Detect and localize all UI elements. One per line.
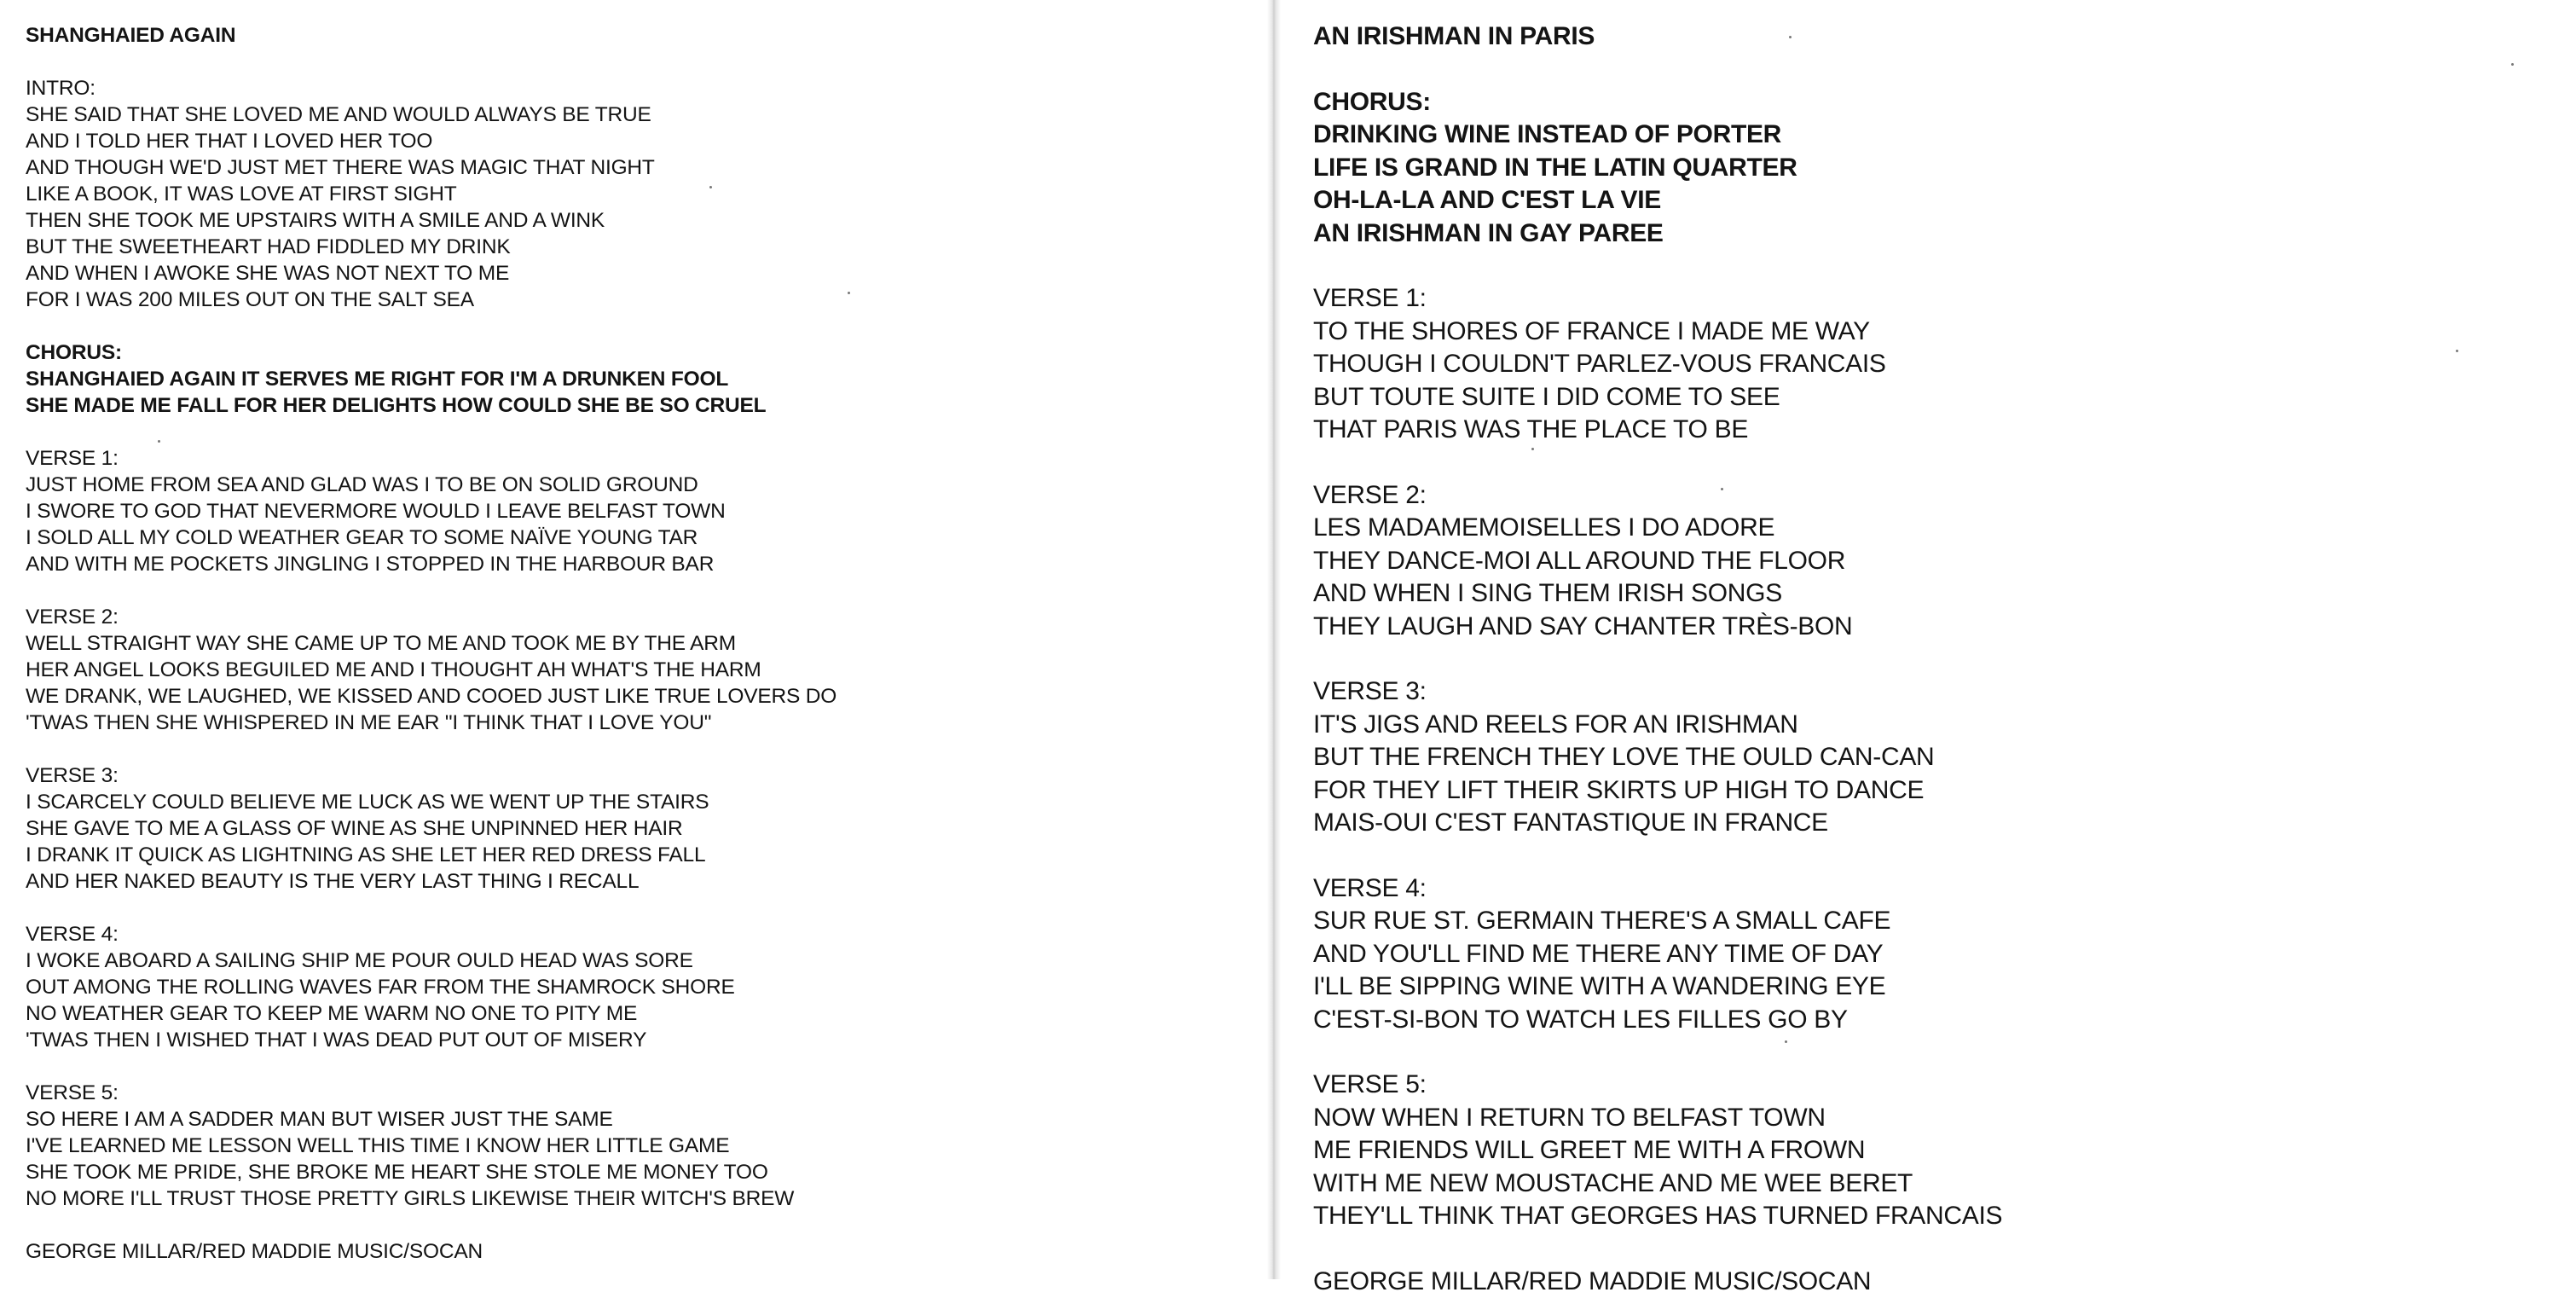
lyric-line: BUT THE SWEETHEART HAD FIDDLED MY DRINK <box>26 234 1253 260</box>
scan-speck <box>158 440 160 443</box>
lyric-line: BUT THE FRENCH THEY LOVE THE OULD CAN-CAN <box>1313 741 2558 774</box>
scan-speck <box>1531 448 1534 450</box>
lyric-line: AND THOUGH WE'D JUST MET THERE WAS MAGIC THAT NIGHT <box>26 154 1253 181</box>
section-label: VERSE 5: <box>1313 1069 2558 1102</box>
lyric-line: I SOLD ALL MY COLD WEATHER GEAR TO SOME NAÏVE YOUNG TAR <box>26 524 1253 551</box>
lyric-line: THEY'LL THINK THAT GEORGES HAS TURNED FRANCAIS <box>1313 1200 2558 1233</box>
lyric-line: JUST HOME FROM SEA AND GLAD WAS I TO BE ON SOLID GROUND <box>26 472 1253 498</box>
section-verse-3 <box>1313 675 2558 840</box>
section-verse-2 <box>26 604 1253 736</box>
section-verse-5 <box>26 1080 1253 1212</box>
section-label: CHORUS: <box>1313 86 2558 119</box>
lyric-line: SO HERE I AM A SADDER MAN BUT WISER JUST THE SAME <box>26 1106 1253 1133</box>
section-intro <box>26 75 1253 313</box>
lyric-line: LIKE A BOOK, IT WAS LOVE AT FIRST SIGHT <box>26 181 1253 207</box>
lyric-line: I SCARCELY COULD BELIEVE ME LUCK AS WE WENT UP THE STAIRS <box>26 789 1253 815</box>
scan-speck <box>1789 36 1792 38</box>
section-label: VERSE 3: <box>1313 675 2558 709</box>
section-label: INTRO: <box>26 75 1253 101</box>
section-label: VERSE 2: <box>1313 479 2558 513</box>
section-verse-5 <box>1313 1069 2558 1233</box>
lyric-line: LIFE IS GRAND IN THE LATIN QUARTER <box>1313 152 2558 185</box>
scan-speck <box>709 186 712 188</box>
lyric-line: AND YOU'LL FIND ME THERE ANY TIME OF DAY <box>1313 938 2558 971</box>
lyric-line: WE DRANK, WE LAUGHED, WE KISSED AND COOED JUST LIKE TRUE LOVERS DO <box>26 683 1253 710</box>
lyric-line: THEN SHE TOOK ME UPSTAIRS WITH A SMILE AND A WINK <box>26 207 1253 234</box>
lyric-line: HER ANGEL LOOKS BEGUILED ME AND I THOUGHT AH WHAT'S THE HARM <box>26 657 1253 683</box>
song-credit: GEORGE MILLAR/RED MADDIE MUSIC/SOCAN <box>1313 1266 2558 1298</box>
lyric-line: I SWORE TO GOD THAT NEVERMORE WOULD I LEAVE BELFAST TOWN <box>26 498 1253 524</box>
lyric-line: FOR I WAS 200 MILES OUT ON THE SALT SEA <box>26 287 1253 313</box>
section-label: VERSE 4: <box>26 921 1253 947</box>
lyric-line: IT'S JIGS AND REELS FOR AN IRISHMAN <box>1313 709 2558 742</box>
section-verse-2 <box>1313 479 2558 644</box>
lyric-line: C'EST-SI-BON TO WATCH LES FILLES GO BY <box>1313 1004 2558 1037</box>
section-label: VERSE 2: <box>26 604 1253 630</box>
section-label: CHORUS: <box>26 339 1253 366</box>
lyric-line: DRINKING WINE INSTEAD OF PORTER <box>1313 119 2558 152</box>
lyric-line: LES MADAMEMOISELLES I DO ADORE <box>1313 512 2558 545</box>
lyric-line: AND HER NAKED BEAUTY IS THE VERY LAST THING I RECALL <box>26 868 1253 895</box>
lyric-line: TO THE SHORES OF FRANCE I MADE ME WAY <box>1313 316 2558 349</box>
lyric-line: SHE MADE ME FALL FOR HER DELIGHTS HOW COULD SHE BE SO CRUEL <box>26 392 1253 419</box>
scan-speck <box>1785 1040 1787 1043</box>
lyric-line: 'TWAS THEN SHE WHISPERED IN ME EAR "I THINK THAT I LOVE YOU" <box>26 710 1253 736</box>
song-an-irishman-in-paris <box>1313 20 2558 1298</box>
section-verse-4 <box>26 921 1253 1053</box>
lyric-line: AND I TOLD HER THAT I LOVED HER TOO <box>26 128 1253 154</box>
lyric-line: BUT TOUTE SUITE I DID COME TO SEE <box>1313 381 2558 414</box>
lyric-line: FOR THEY LIFT THEIR SKIRTS UP HIGH TO DANCE <box>1313 774 2558 808</box>
lyric-line: NO MORE I'LL TRUST THOSE PRETTY GIRLS LIKEWISE THEIR WITCH'S BREW <box>26 1185 1253 1212</box>
lyric-line: OUT AMONG THE ROLLING WAVES FAR FROM THE SHAMROCK SHORE <box>26 974 1253 1000</box>
lyric-line: I DRANK IT QUICK AS LIGHTNING AS SHE LET HER RED DRESS FALL <box>26 842 1253 868</box>
section-verse-4 <box>1313 872 2558 1037</box>
section-label: VERSE 3: <box>26 762 1253 789</box>
lyric-line: SHE TOOK ME PRIDE, SHE BROKE ME HEART SHE STOLE ME MONEY TOO <box>26 1159 1253 1185</box>
lyric-line: SHE GAVE TO ME A GLASS OF WINE AS SHE UNPINNED HER HAIR <box>26 815 1253 842</box>
section-chorus <box>26 339 1253 419</box>
lyric-line: NOW WHEN I RETURN TO BELFAST TOWN <box>1313 1102 2558 1135</box>
lyric-line: SUR RUE ST. GERMAIN THERE'S A SMALL CAFE <box>1313 905 2558 938</box>
lyric-line: MAIS-OUI C'EST FANTASTIQUE IN FRANCE <box>1313 807 2558 840</box>
lyric-line: NO WEATHER GEAR TO KEEP ME WARM NO ONE TO PITY ME <box>26 1000 1253 1027</box>
lyric-line: SHANGHAIED AGAIN IT SERVES ME RIGHT FOR I'M A DRUNKEN FOOL <box>26 366 1253 392</box>
lyric-line: AND WHEN I AWOKE SHE WAS NOT NEXT TO ME <box>26 260 1253 287</box>
section-label: VERSE 1: <box>1313 282 2558 316</box>
lyric-line: AN IRISHMAN IN GAY PAREE <box>1313 217 2558 251</box>
lyric-line: THOUGH I COULDN'T PARLEZ-VOUS FRANCAIS <box>1313 348 2558 381</box>
lyric-line: ME FRIENDS WILL GREET ME WITH A FROWN <box>1313 1134 2558 1168</box>
section-verse-1 <box>26 445 1253 577</box>
lyric-line: THAT PARIS WAS THE PLACE TO BE <box>1313 414 2558 447</box>
section-chorus <box>1313 86 2558 251</box>
lyric-line: WITH ME NEW MOUSTACHE AND ME WEE BERET <box>1313 1168 2558 1201</box>
lyric-line: THEY LAUGH AND SAY CHANTER TRÈS-BON <box>1313 611 2558 644</box>
scan-speck <box>2511 63 2514 66</box>
song-credit: GEORGE MILLAR/RED MADDIE MUSIC/SOCAN <box>26 1238 1253 1265</box>
section-verse-1 <box>1313 282 2558 447</box>
lyric-line: WELL STRAIGHT WAY SHE CAME UP TO ME AND TOOK ME BY THE ARM <box>26 630 1253 657</box>
section-label: VERSE 5: <box>26 1080 1253 1106</box>
scan-speck <box>848 292 850 294</box>
song-title: SHANGHAIED AGAIN <box>26 22 1253 49</box>
section-label: VERSE 4: <box>1313 872 2558 906</box>
scan-speck <box>1721 488 1723 490</box>
lyric-line: I WOKE ABOARD A SAILING SHIP ME POUR OULD HEAD WAS SORE <box>26 947 1253 974</box>
lyric-line: SHE SAID THAT SHE LOVED ME AND WOULD ALWAYS BE TRUE <box>26 101 1253 128</box>
lyric-line: I'VE LEARNED ME LESSON WELL THIS TIME I KNOW HER LITTLE GAME <box>26 1133 1253 1159</box>
section-verse-3 <box>26 762 1253 895</box>
lyric-line: OH-LA-LA AND C'EST LA VIE <box>1313 184 2558 217</box>
lyric-line: I'LL BE SIPPING WINE WITH A WANDERING EYE <box>1313 971 2558 1004</box>
song-title: AN IRISHMAN IN PARIS <box>1313 20 2558 54</box>
lyric-line: 'TWAS THEN I WISHED THAT I WAS DEAD PUT OUT OF MISERY <box>26 1027 1253 1053</box>
scan-speck <box>2456 350 2458 352</box>
booklet-fold <box>1267 0 1281 1279</box>
section-label: VERSE 1: <box>26 445 1253 472</box>
lyric-line: AND WITH ME POCKETS JINGLING I STOPPED IN THE HARBOUR BAR <box>26 551 1253 577</box>
lyric-line: AND WHEN I SING THEM IRISH SONGS <box>1313 577 2558 611</box>
song-shanghaied-again <box>26 22 1253 1265</box>
lyric-line: THEY DANCE-MOI ALL AROUND THE FLOOR <box>1313 545 2558 578</box>
